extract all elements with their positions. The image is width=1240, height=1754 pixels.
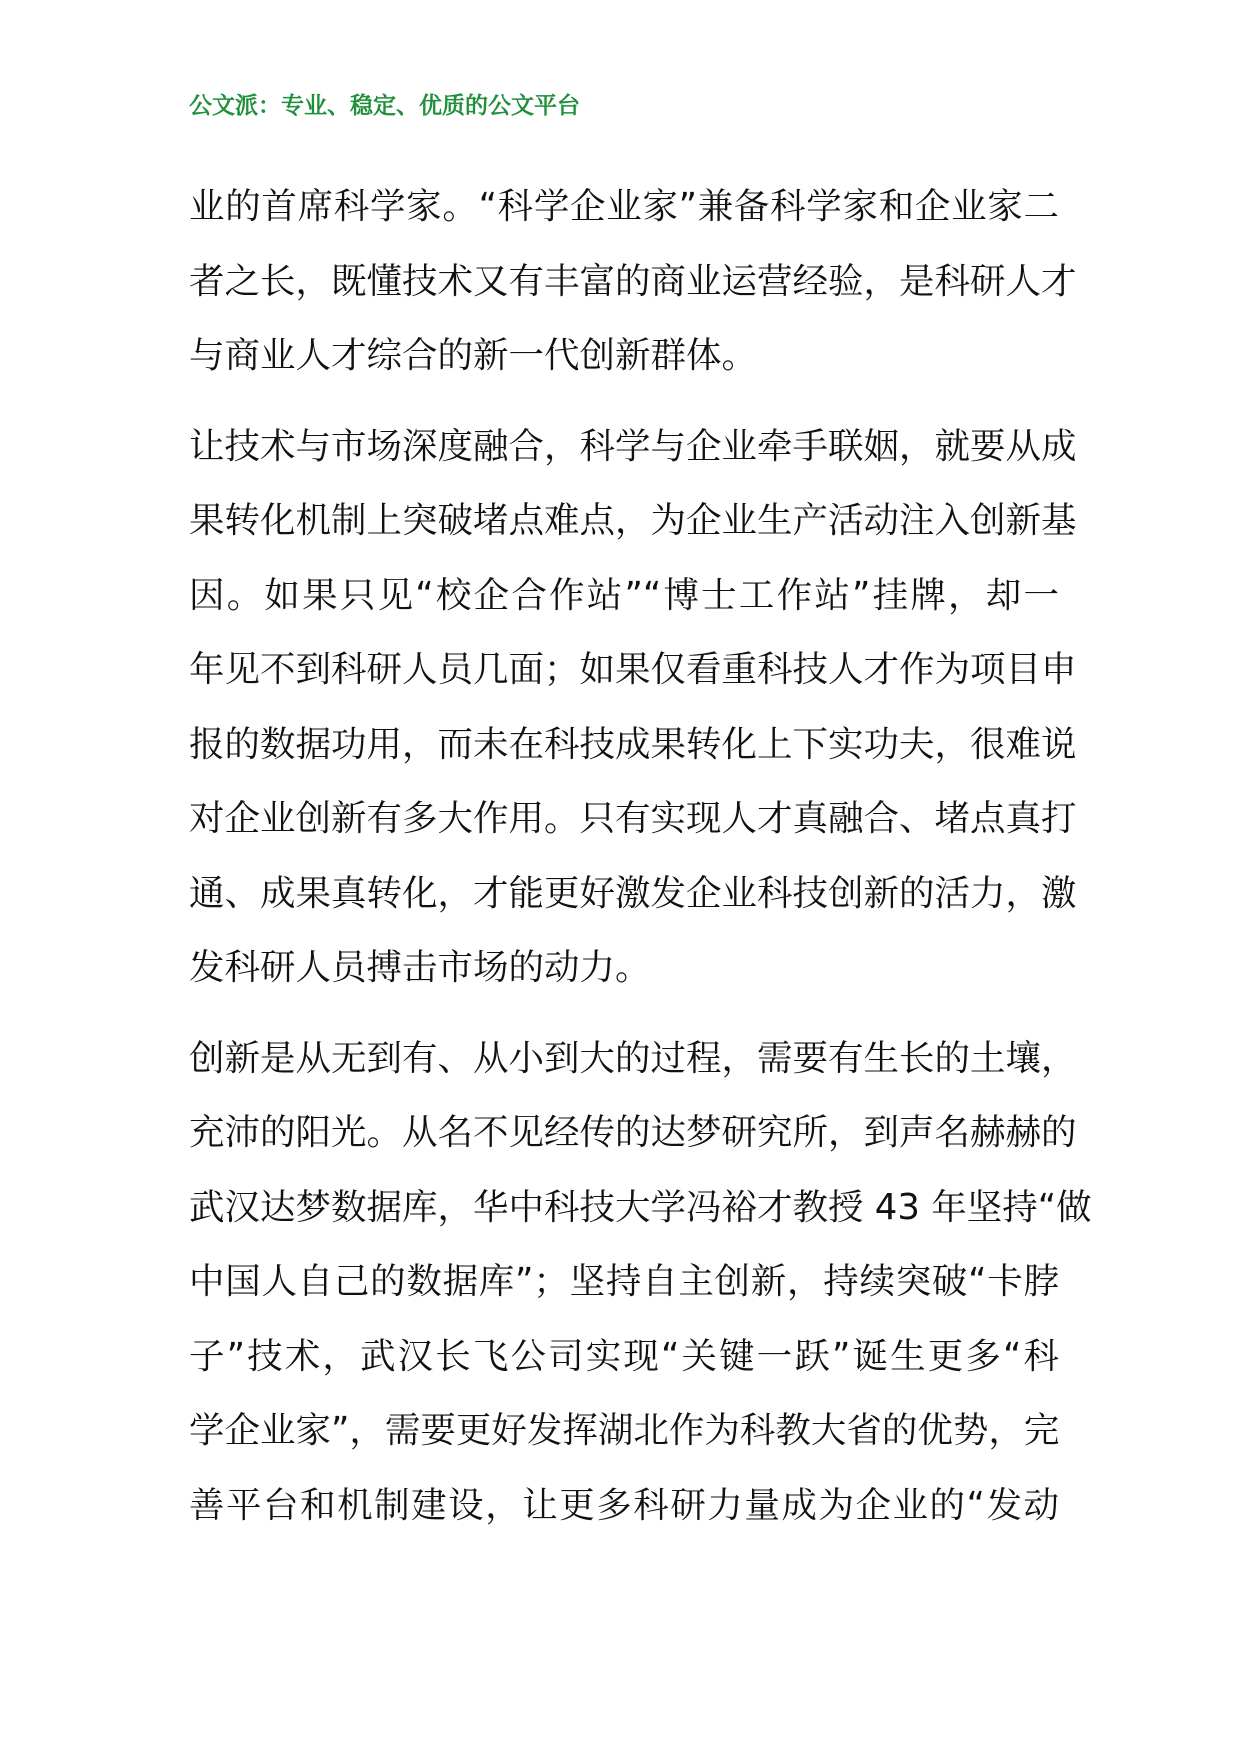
text-line: 子”技术，武汉长飞公司实现“关键一跃”诞生更多“科 [189, 1335, 1059, 1377]
text-line: 创新是从无到有、从小到大的过程，需要有生长的土壤， [189, 1037, 1077, 1079]
text-line: 武汉达梦数据库，华中科技大学冯裕才教授 43 年坚持“做 [189, 1186, 1092, 1228]
text-line: 业的首席科学家。“科学企业家”兼备科学家和企业家二 [189, 186, 1059, 227]
text-line: 者之长，既懂技术又有丰富的商业运营经验，是科研人才 [189, 260, 1077, 302]
paragraph-1 [189, 170, 1077, 394]
paragraph-3 [189, 1022, 1092, 1544]
paragraph-2 [189, 410, 1077, 1006]
text-line: 学企业家”，需要更好发挥湖北作为科教大省的优势，完 [189, 1410, 1060, 1451]
text-line: 年见不到科研人员几面；如果仅看重科技人才作为项目申 [189, 649, 1077, 690]
text-line: 报的数据功用，而未在科技成果转化上下实功夫，很难说 [189, 723, 1077, 765]
text-line: 对企业创新有多大作用。只有实现人才真融合、堵点真打 [189, 798, 1077, 839]
text-line: 中国人自己的数据库”；坚持自主创新，持续突破“卡脖 [189, 1261, 1059, 1302]
page-header: 公文派：专业、稳定、优质的公文平台 [189, 93, 580, 119]
text-line: 善平台和机制建设，让更多科研力量成为企业的“发动 [189, 1484, 1059, 1526]
text-line: 果转化机制上突破堵点难点，为企业生产活动注入创新基 [189, 500, 1077, 541]
text-line: 充沛的阳光。从名不见经传的达梦研究所，到声名赫赫的 [189, 1112, 1077, 1153]
text-line: 发科研人员搏击市场的动力。 [189, 947, 651, 988]
document-body [189, 170, 1092, 1559]
text-line: 通、成果真转化，才能更好激发企业科技创新的活力，激 [189, 872, 1077, 914]
text-line: 因。如果只见“校企合作站”“博士工作站”挂牌，却一 [189, 574, 1059, 616]
text-line: 与商业人才综合的新一代创新群体。 [189, 335, 758, 376]
text-line: 让技术与市场深度融合，科学与企业牵手联姻，就要从成 [189, 425, 1077, 467]
